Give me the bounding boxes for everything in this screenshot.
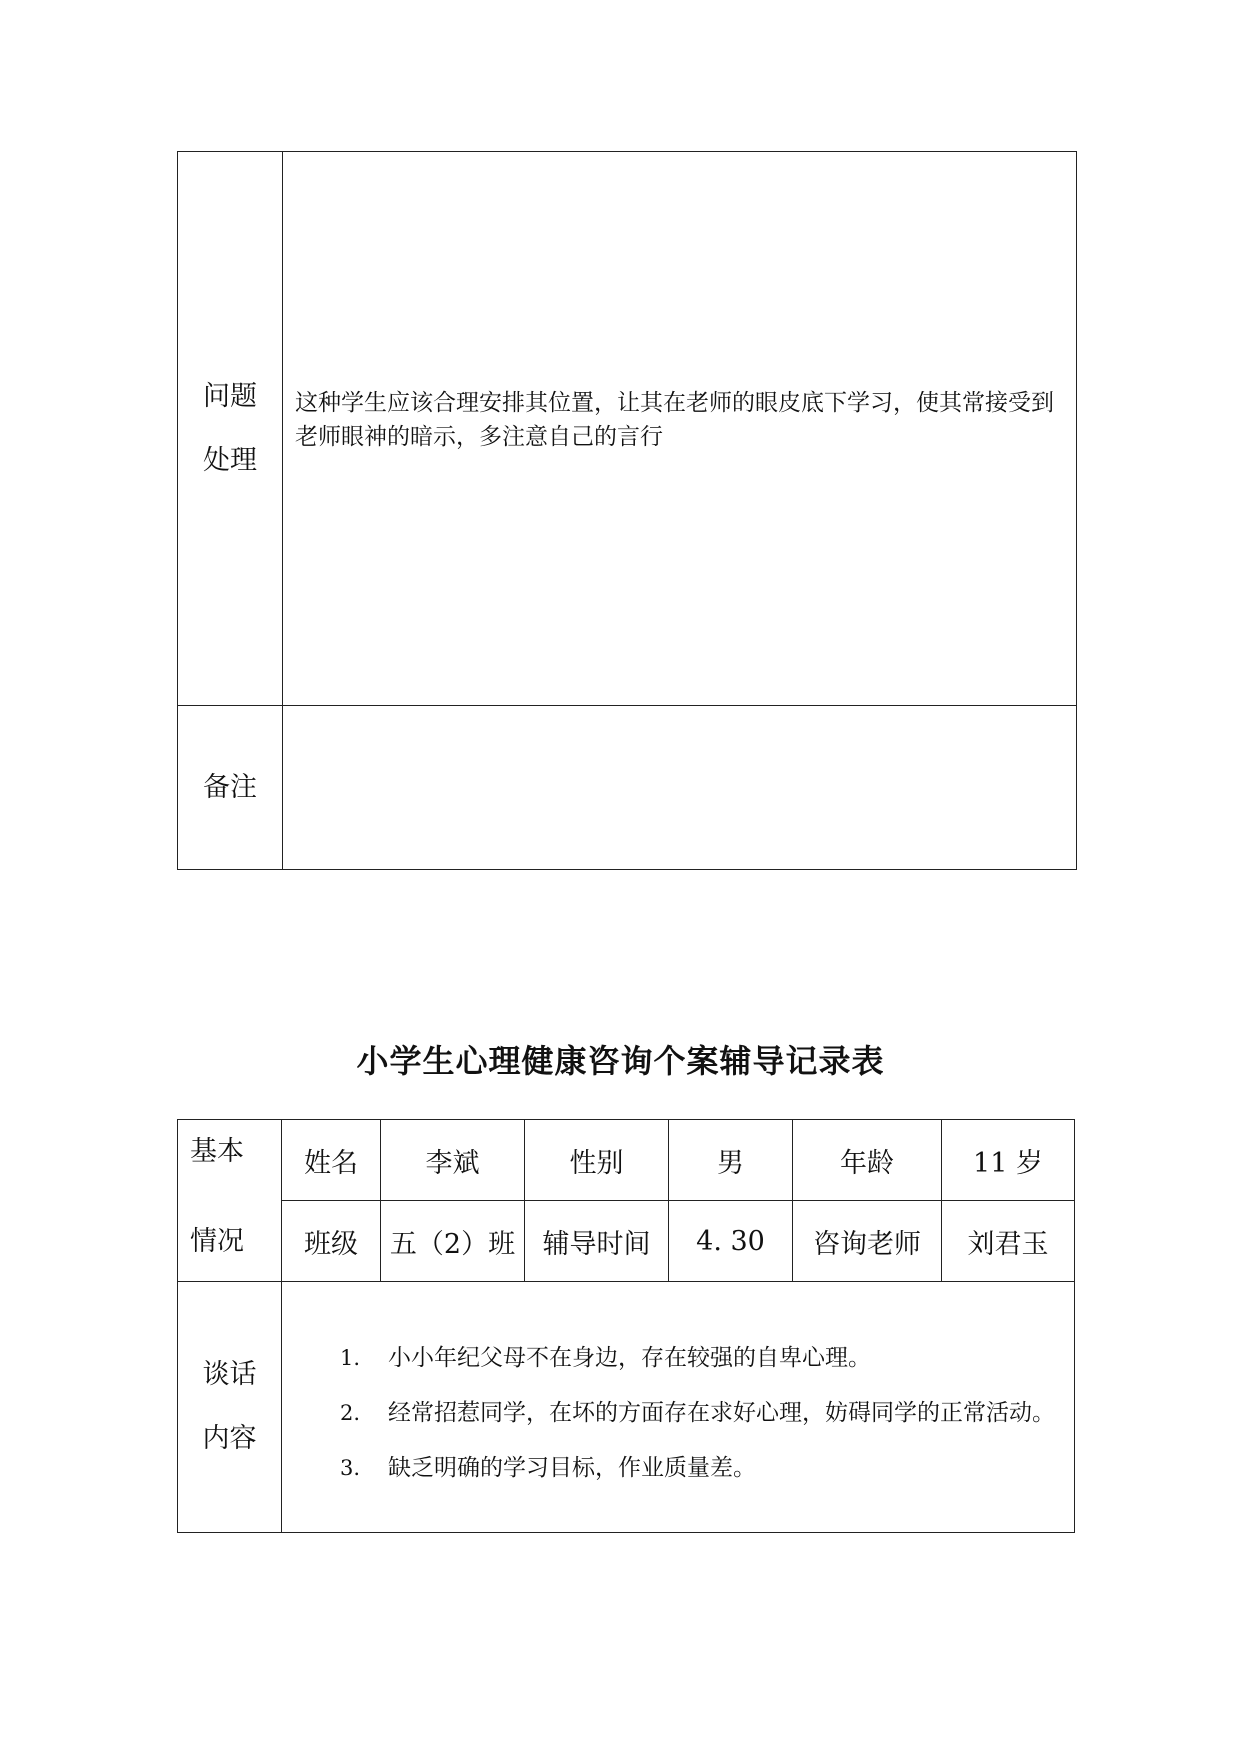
remarks-row xyxy=(178,706,1077,870)
class-value: 五（2）班 xyxy=(381,1201,525,1282)
talk-content-cell xyxy=(282,1282,1075,1533)
form-title: 小学生心理健康咨询个案辅导记录表 xyxy=(356,1042,885,1080)
talk-label-line2: 内容 xyxy=(202,1423,257,1454)
class-label: 班级 xyxy=(282,1201,381,1282)
list-item xyxy=(340,1342,1066,1375)
handling-row xyxy=(178,152,1077,706)
counselor-value: 刘君玉 xyxy=(942,1201,1075,1282)
counseling-time-label: 辅导时间 xyxy=(525,1201,669,1282)
handling-label-cell xyxy=(178,152,283,706)
talk-content-row xyxy=(178,1282,1075,1533)
list-item xyxy=(340,1397,1066,1430)
remarks-content-cell xyxy=(283,706,1077,870)
list-item xyxy=(340,1452,1066,1485)
remarks-label: 备注 xyxy=(203,771,257,803)
name-label: 姓名 xyxy=(282,1120,381,1201)
basic-info-row-2 xyxy=(178,1201,1075,1282)
counseling-time-value: 4. 30 xyxy=(669,1201,793,1282)
name-value: 李斌 xyxy=(381,1120,525,1201)
list-item-text: 缺乏明确的学习目标，作业质量差。 xyxy=(388,1455,756,1481)
handling-text: 这种学生应该合理安排其位置，让其在老师的眼皮底下学习，使其常接受到老师眼神的暗示，多注意自己的言行 xyxy=(295,389,1054,450)
list-item-number: 2. xyxy=(340,1401,361,1425)
talk-list xyxy=(282,1282,1074,1485)
age-label: 年龄 xyxy=(793,1120,942,1201)
list-item-text: 小小年纪父母不在身边，存在较强的自卑心理。 xyxy=(388,1345,871,1371)
basic-label-line1: 基本 xyxy=(190,1136,244,1167)
handling-content-cell xyxy=(283,152,1077,706)
handling-label-line2: 处理 xyxy=(203,444,257,476)
counselor-label: 咨询老师 xyxy=(793,1201,942,1282)
handling-remarks-table xyxy=(177,151,1077,870)
basic-label-line2: 情况 xyxy=(190,1226,244,1257)
list-item-number: 1. xyxy=(340,1346,361,1370)
handling-label-line1: 问题 xyxy=(203,380,257,412)
counseling-record-table xyxy=(177,1119,1075,1533)
list-item-number: 3. xyxy=(340,1456,361,1480)
basic-label-cell xyxy=(178,1120,282,1282)
age-value: 11 岁 xyxy=(942,1120,1075,1201)
gender-label: 性别 xyxy=(525,1120,669,1201)
talk-label-cell xyxy=(178,1282,282,1533)
talk-label-line1: 谈话 xyxy=(202,1359,257,1390)
remarks-label-cell xyxy=(178,706,283,870)
list-item-text: 经常招惹同学，在坏的方面存在求好心理，妨碍同学的正常活动。 xyxy=(388,1400,1055,1426)
gender-value: 男 xyxy=(669,1120,793,1201)
basic-info-row-1 xyxy=(178,1120,1075,1201)
